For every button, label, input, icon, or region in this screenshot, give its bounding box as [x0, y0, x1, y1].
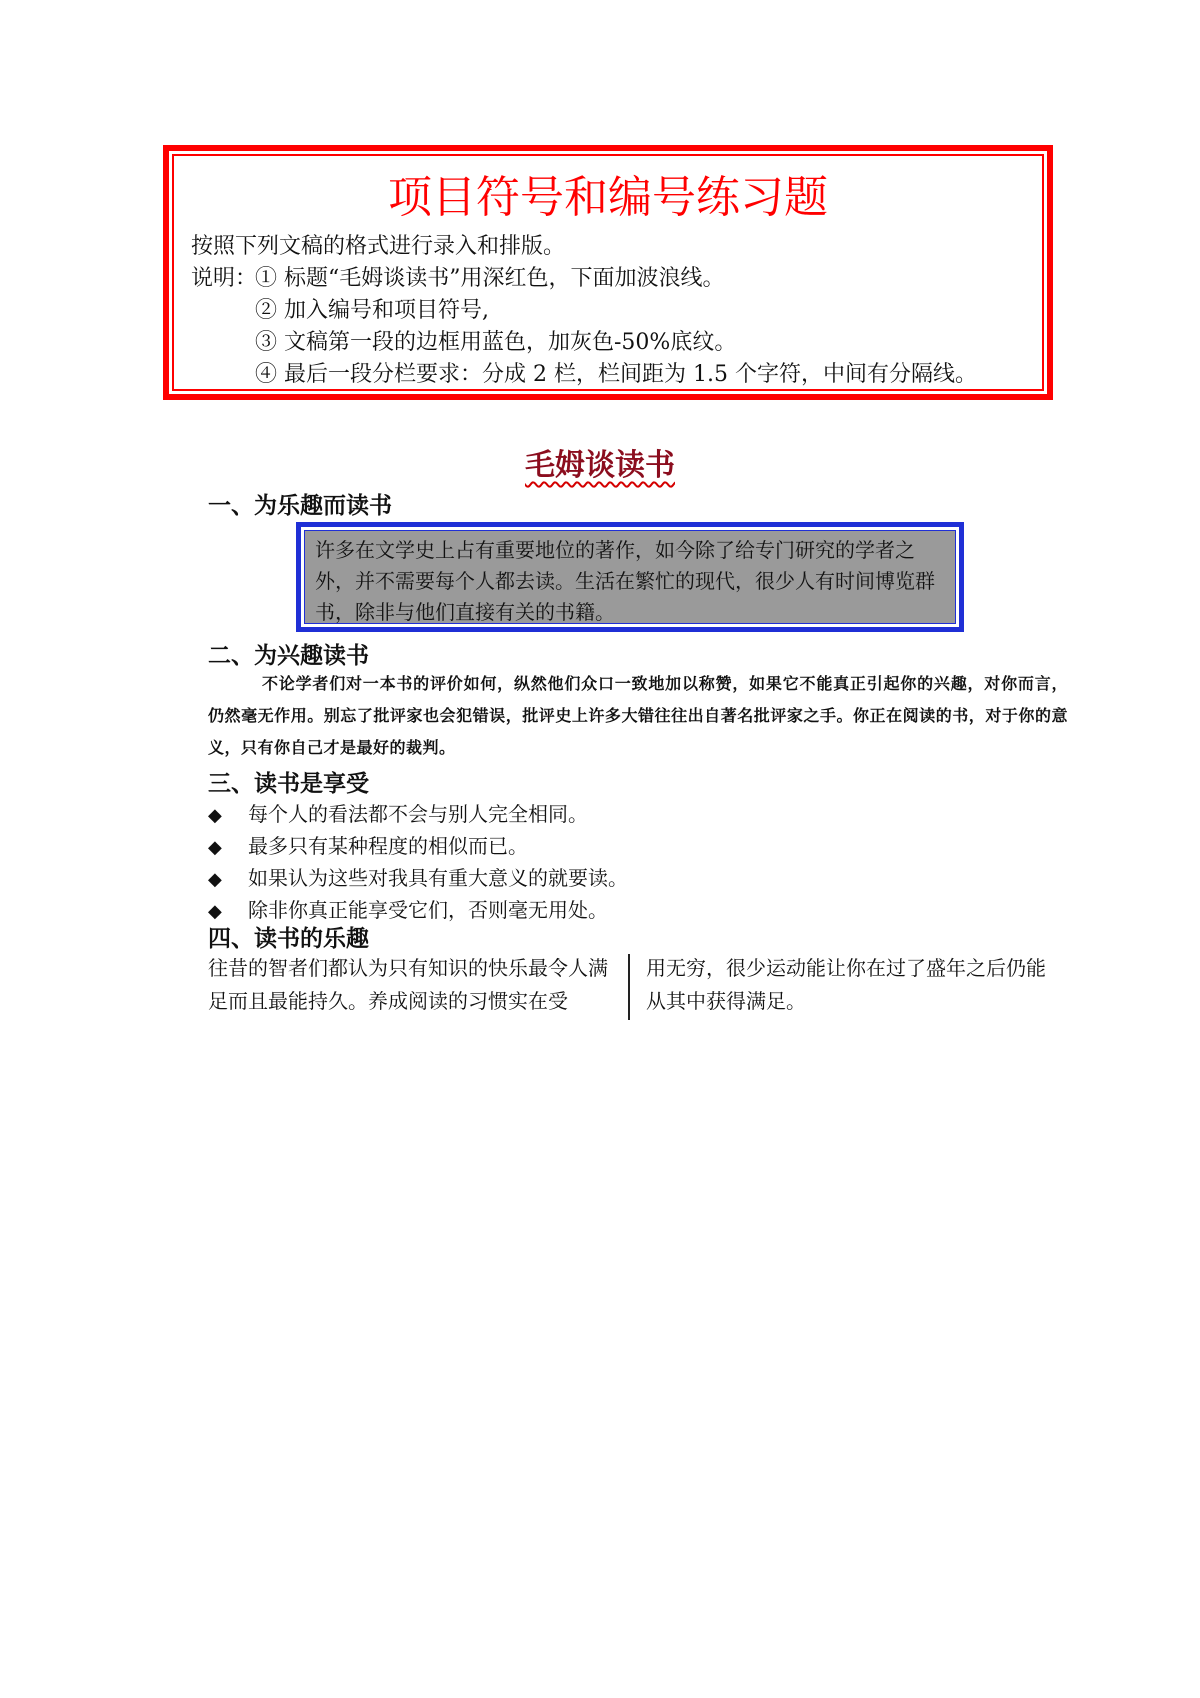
bullet-text: 除非你真正能享受它们，否则毫无用处。 [248, 898, 608, 922]
bullet-text: 如果认为这些对我具有重大意义的就要读。 [248, 866, 628, 890]
diamond-bullet-icon: ◆ [208, 901, 222, 922]
instruction-title: 项目符号和编号练习题 [388, 172, 828, 223]
section-1-heading: 一、为乐趣而读书 [208, 493, 392, 519]
bullet-text: 每个人的看法都不会与别人完全相同。 [248, 802, 588, 826]
bullet-text: 最多只有某种程度的相似而已。 [248, 834, 528, 858]
section-4-heading: 四、读书的乐趣 [208, 926, 369, 952]
instruction-label: 说明： [191, 266, 258, 291]
column-left: 往昔的智者们都认为只有知识的快乐最令人满足而且最能持久。养成阅读的习惯实在受 [208, 956, 608, 1013]
list-item [208, 862, 628, 894]
diamond-bullet-icon: ◆ [208, 837, 222, 858]
section-3-heading: 三、读书是享受 [208, 771, 369, 797]
diamond-bullet-icon: ◆ [208, 805, 222, 826]
column-right: 用无穷，很少运动能让你在过了盛年之后仍能从其中获得满足。 [646, 956, 1046, 1013]
diamond-bullet-icon: ◆ [208, 869, 222, 890]
instruction-box-inner [172, 154, 1044, 391]
list-item [208, 798, 628, 830]
section-2-heading: 二、为兴趣读书 [208, 643, 369, 669]
list-item [208, 830, 628, 862]
article-title: 毛姆谈读书 [525, 448, 675, 483]
section-1-bordered-paragraph [296, 522, 964, 632]
section-2-text: 不论学者们对一本书的评价如何，纵然他们众口一致地加以称赞，如果它不能真正引起你的兴趣，对你而言，仍然毫无作用。别忘了批评家也会犯错误，批评史上许多大错往往出自著名批评家之手。你正在阅读的书，对于你的意义，只有你自己才是最好的裁判。 [208, 674, 1068, 757]
instruction-intro: 按照下列文稿的格式进行录入和排版。 [191, 234, 566, 259]
section-3-bullet-list [208, 798, 628, 926]
instruction-item-1: ① 标题“毛姆谈读书”用深红色，下面加波浪线。 [255, 266, 725, 291]
section-4-two-columns [208, 952, 1066, 1022]
instruction-box [163, 145, 1053, 400]
instruction-item-3: ③ 文稿第一段的边框用蓝色，加灰色-50%底纹。 [255, 330, 737, 355]
instruction-item-2: ② 加入编号和项目符号, [255, 298, 489, 323]
instruction-item-4: ④ 最后一段分栏要求：分成 2 栏，栏间距为 1.5 个字符，中间有分隔线。 [255, 362, 977, 387]
section-1-text: 许多在文学史上占有重要地位的著作，如今除了给专门研究的学者之外，并不需要每个人都去读。生活在繁忙的现代，很少人有时间博览群书，除非与他们直接有关的书籍。 [304, 530, 956, 624]
